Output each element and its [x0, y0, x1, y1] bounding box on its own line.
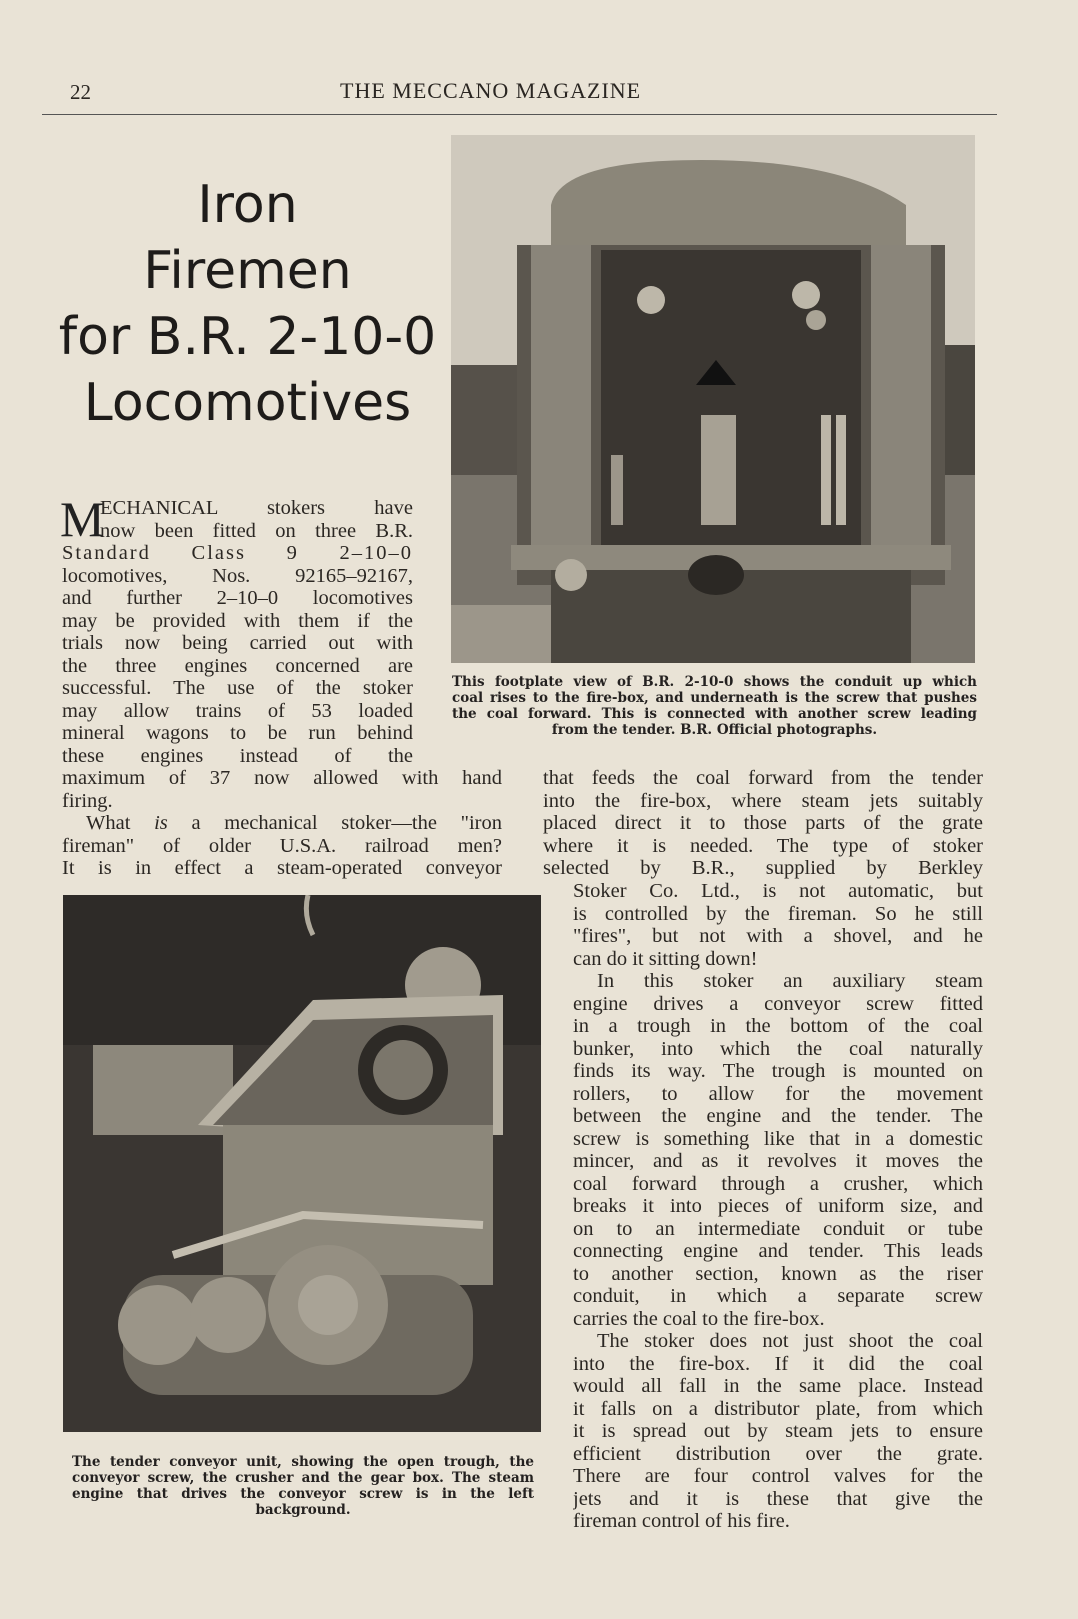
text-line: screw is something like that in a domestic [573, 1127, 983, 1150]
caption-line: The tender conveyor unit, showing the open trough, the [72, 1454, 534, 1470]
text-line: successful. The use of the stoker [62, 677, 413, 699]
text-line: is controlled by the fireman. So he still [573, 902, 983, 925]
conveyor-unit-photo [63, 895, 541, 1432]
emphasis: is [154, 812, 168, 834]
text-line: The stoker does not just shoot the coal [597, 1330, 983, 1352]
text-line: placed direct it to those parts of the grate [543, 812, 983, 834]
text-line: between the engine and the tender. The [573, 1105, 983, 1127]
bottom-photo-caption [72, 1454, 534, 1518]
text-line: conduit, in which a separate screw [573, 1285, 983, 1307]
text-line: bunker, into which the coal naturally [573, 1037, 983, 1060]
text-line: finds its way. The trough is mounted on [573, 1060, 983, 1082]
running-title: THE MECCANO MAGAZINE [340, 78, 642, 103]
text-line: to another section, known as the riser [573, 1262, 983, 1285]
caption-line: background. [255, 1502, 351, 1518]
caption-line: from the tender. B.R. Official photographs. [551, 722, 878, 738]
text-line: mineral wagons to be run behind [62, 722, 413, 744]
text-line: fireman control of his fire. [573, 1510, 790, 1532]
column-1-text [62, 767, 502, 880]
title-line: Firemen [143, 241, 352, 301]
drop-cap: M [60, 491, 105, 547]
text-line: locomotives, Nos. 92165–92167, [62, 564, 413, 587]
caption-line: engine that drives the conveyor screw is in the left [72, 1486, 534, 1502]
text-line: may allow trains of 53 loaded [62, 699, 413, 722]
text-line: that feeds the coal forward from the tender [543, 767, 983, 789]
caption-line: coal rises to the fire-box, and underneath is the screw that pushes [452, 690, 977, 706]
text-line: Stoker Co. Ltd., is not automatic, but [573, 880, 983, 902]
text-line: ECHANICAL stokers have [100, 497, 413, 519]
text-line: maximum of 37 now allowed with hand [62, 767, 502, 789]
caption-line: conveyor screw, the crusher and the gear box. The steam [72, 1470, 534, 1486]
text-line: It is in effect a steam-operated conveyor [62, 857, 502, 879]
text-line: selected by B.R., supplied by Berkley [543, 857, 983, 879]
text-line: "fires", but not with a shovel, and he [573, 925, 983, 947]
text-line: can do it sitting down! [573, 947, 758, 970]
text-line: engine drives a conveyor screw fitted [573, 992, 983, 1015]
header-rule [42, 114, 997, 115]
text-line: into the fire-box, where steam jets suitably [543, 789, 983, 812]
text-line: it falls on a distributor plate, from which [573, 1397, 983, 1420]
text-line: on to an intermediate conduit or tube [573, 1217, 983, 1240]
conveyor-unit-photo-image [63, 895, 541, 1432]
text-line: into the fire-box. If it did the coal [573, 1352, 983, 1375]
text-line [62, 812, 502, 835]
text-line: fireman" of older U.S.A. railroad men? [62, 834, 502, 857]
text-line: In this stoker an auxiliary steam [597, 970, 983, 992]
text-line: it is spread out by steam jets to ensure [573, 1420, 983, 1442]
page-number: 22 [70, 80, 91, 104]
caption-line: This footplate view of B.R. 2-10-0 shows the conduit up which [452, 674, 977, 690]
top-photo-caption [452, 674, 977, 738]
text-line: trials now being carried out with [62, 632, 413, 654]
title-line: Locomotives [83, 373, 412, 433]
text-line: jets and it is these that give the [573, 1487, 983, 1510]
footplate-photo-image [451, 135, 975, 663]
text-line: would all fall in the same place. Instead [573, 1375, 983, 1397]
text-line: There are four control valves for the [573, 1465, 983, 1487]
text-line: firing. [62, 789, 113, 812]
text-line: coal forward through a crusher, which [573, 1172, 983, 1195]
article-title [50, 172, 445, 436]
text-line: carries the coal to the fire-box. [573, 1307, 825, 1330]
text-line: may be provided with them if the [62, 609, 413, 632]
intro-paragraph [62, 542, 413, 767]
text-line: connecting engine and tender. This leads [573, 1240, 983, 1262]
text-line: now been fitted on three B.R. [100, 519, 413, 542]
column-2-text [543, 767, 983, 880]
text-line: the three engines concerned are [62, 654, 413, 677]
text-line: efficient distribution over the grate. [573, 1442, 983, 1465]
caption-line: the coal forward. This is connected with another screw leading [452, 706, 977, 722]
text-segment: What is a mechanical stoker—the "iron [86, 812, 502, 834]
text-line: and further 2–10–0 locomotives [62, 587, 413, 609]
title-line: Iron [197, 175, 298, 235]
text-line: Standard Class 9 2–10–0 [62, 542, 413, 564]
text-line: rollers, to allow for the movement [573, 1082, 983, 1105]
footplate-photo [451, 135, 975, 663]
intro-paragraph-top [100, 497, 413, 542]
text-line: in a trough in the bottom of the coal [573, 1015, 983, 1037]
text-line: breaks it into pieces of uniform size, and [573, 1195, 983, 1217]
title-line: for B.R. 2-10-0 [58, 307, 437, 367]
text-line: these engines instead of the [62, 744, 413, 767]
column-3-text [573, 880, 983, 1533]
text-line: where it is needed. The type of stoker [543, 834, 983, 857]
text-line: mincer, and as it revolves it moves the [573, 1150, 983, 1172]
